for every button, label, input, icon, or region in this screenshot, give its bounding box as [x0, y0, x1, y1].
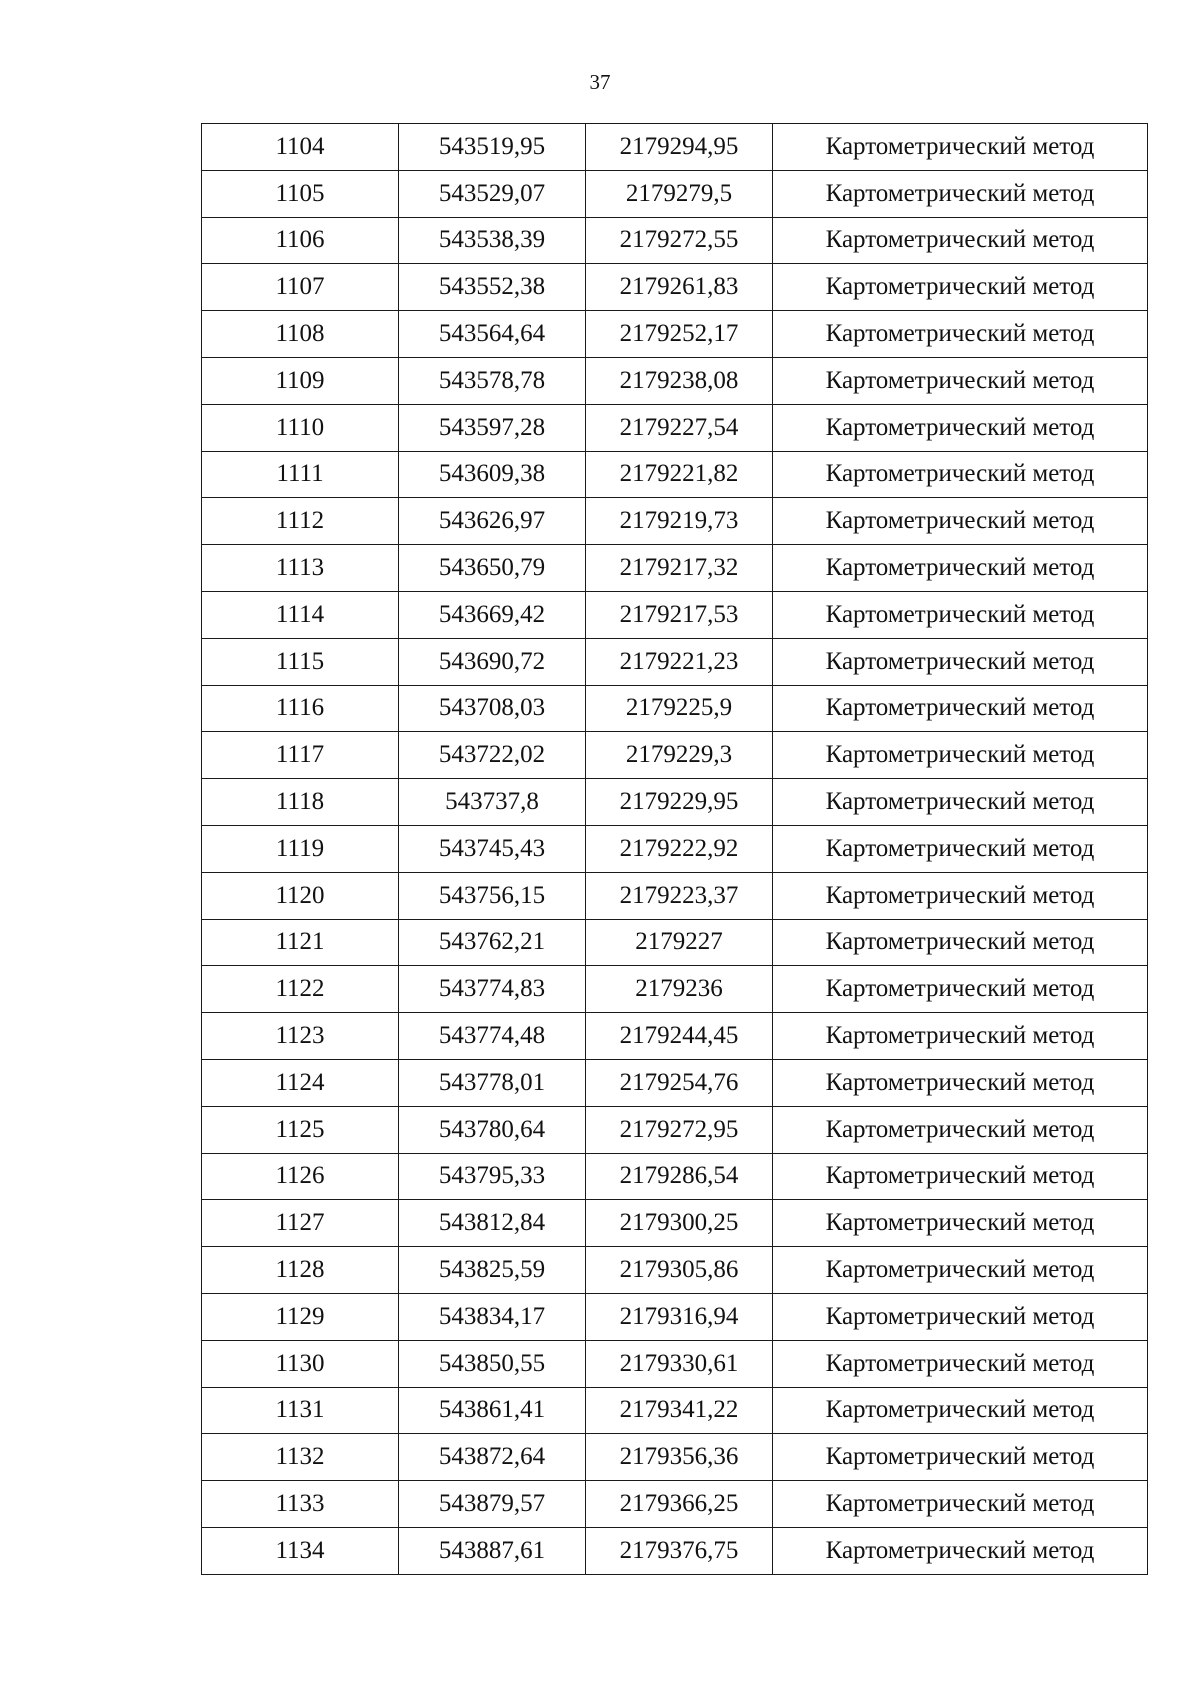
method-cell: Картометрический метод [773, 404, 1148, 451]
point-number-cell: 1125 [202, 1106, 399, 1153]
table-row [202, 1293, 1148, 1340]
x-coordinate-cell: 543812,84 [399, 1200, 586, 1247]
table-row [202, 451, 1148, 498]
table-row [202, 1434, 1148, 1481]
x-coordinate-cell: 543669,42 [399, 591, 586, 638]
x-coordinate-cell: 543578,78 [399, 357, 586, 404]
table-row [202, 779, 1148, 826]
method-cell: Картометрический метод [773, 638, 1148, 685]
y-coordinate-cell: 2179217,53 [586, 591, 773, 638]
table-row [202, 1200, 1148, 1247]
y-coordinate-cell: 2179305,86 [586, 1247, 773, 1294]
table-row [202, 685, 1148, 732]
y-coordinate-cell: 2179286,54 [586, 1153, 773, 1200]
method-cell: Картометрический метод [773, 591, 1148, 638]
point-number-cell: 1113 [202, 545, 399, 592]
table-row [202, 1247, 1148, 1294]
table-row [202, 311, 1148, 358]
method-cell: Картометрический метод [773, 217, 1148, 264]
x-coordinate-cell: 543774,83 [399, 966, 586, 1013]
y-coordinate-cell: 2179225,9 [586, 685, 773, 732]
point-number-cell: 1107 [202, 264, 399, 311]
point-number-cell: 1110 [202, 404, 399, 451]
table-row [202, 217, 1148, 264]
y-coordinate-cell: 2179221,23 [586, 638, 773, 685]
table-row [202, 919, 1148, 966]
method-cell: Картометрический метод [773, 779, 1148, 826]
x-coordinate-cell: 543650,79 [399, 545, 586, 592]
point-number-cell: 1128 [202, 1247, 399, 1294]
point-number-cell: 1126 [202, 1153, 399, 1200]
point-number-cell: 1111 [202, 451, 399, 498]
x-coordinate-cell: 543778,01 [399, 1059, 586, 1106]
method-cell: Картометрический метод [773, 685, 1148, 732]
table-row [202, 732, 1148, 779]
method-cell: Картометрический метод [773, 732, 1148, 779]
x-coordinate-cell: 543722,02 [399, 732, 586, 779]
method-cell: Картометрический метод [773, 451, 1148, 498]
method-cell: Картометрический метод [773, 498, 1148, 545]
y-coordinate-cell: 2179330,61 [586, 1340, 773, 1387]
table-row [202, 1153, 1148, 1200]
method-cell: Картометрический метод [773, 825, 1148, 872]
method-cell: Картометрический метод [773, 170, 1148, 217]
y-coordinate-cell: 2179227 [586, 919, 773, 966]
table-row [202, 872, 1148, 919]
coordinates-table-body [202, 124, 1148, 1575]
table-row [202, 1527, 1148, 1574]
y-coordinate-cell: 2179316,94 [586, 1293, 773, 1340]
method-cell: Картометрический метод [773, 545, 1148, 592]
point-number-cell: 1114 [202, 591, 399, 638]
y-coordinate-cell: 2179366,25 [586, 1481, 773, 1528]
table-row [202, 264, 1148, 311]
x-coordinate-cell: 543626,97 [399, 498, 586, 545]
y-coordinate-cell: 2179222,92 [586, 825, 773, 872]
method-cell: Картометрический метод [773, 311, 1148, 358]
y-coordinate-cell: 2179294,95 [586, 124, 773, 171]
x-coordinate-cell: 543690,72 [399, 638, 586, 685]
method-cell: Картометрический метод [773, 1434, 1148, 1481]
point-number-cell: 1118 [202, 779, 399, 826]
y-coordinate-cell: 2179236 [586, 966, 773, 1013]
point-number-cell: 1130 [202, 1340, 399, 1387]
table-row [202, 1013, 1148, 1060]
method-cell: Картометрический метод [773, 1481, 1148, 1528]
point-number-cell: 1115 [202, 638, 399, 685]
y-coordinate-cell: 2179272,95 [586, 1106, 773, 1153]
table-row [202, 1106, 1148, 1153]
x-coordinate-cell: 543762,21 [399, 919, 586, 966]
x-coordinate-cell: 543538,39 [399, 217, 586, 264]
x-coordinate-cell: 543795,33 [399, 1153, 586, 1200]
y-coordinate-cell: 2179229,95 [586, 779, 773, 826]
method-cell: Картометрический метод [773, 1340, 1148, 1387]
y-coordinate-cell: 2179254,76 [586, 1059, 773, 1106]
point-number-cell: 1133 [202, 1481, 399, 1528]
method-cell: Картометрический метод [773, 264, 1148, 311]
table-row [202, 498, 1148, 545]
x-coordinate-cell: 543774,48 [399, 1013, 586, 1060]
x-coordinate-cell: 543597,28 [399, 404, 586, 451]
table-row [202, 357, 1148, 404]
x-coordinate-cell: 543834,17 [399, 1293, 586, 1340]
table-row [202, 825, 1148, 872]
y-coordinate-cell: 2179341,22 [586, 1387, 773, 1434]
table-row [202, 404, 1148, 451]
y-coordinate-cell: 2179252,17 [586, 311, 773, 358]
x-coordinate-cell: 543519,95 [399, 124, 586, 171]
point-number-cell: 1105 [202, 170, 399, 217]
x-coordinate-cell: 543887,61 [399, 1527, 586, 1574]
page-number: 37 [589, 70, 611, 94]
table-row [202, 1387, 1148, 1434]
point-number-cell: 1132 [202, 1434, 399, 1481]
point-number-cell: 1124 [202, 1059, 399, 1106]
method-cell: Картометрический метод [773, 1200, 1148, 1247]
point-number-cell: 1112 [202, 498, 399, 545]
point-number-cell: 1119 [202, 825, 399, 872]
table-row [202, 545, 1148, 592]
x-coordinate-cell: 543737,8 [399, 779, 586, 826]
point-number-cell: 1121 [202, 919, 399, 966]
method-cell: Картометрический метод [773, 124, 1148, 171]
x-coordinate-cell: 543564,64 [399, 311, 586, 358]
y-coordinate-cell: 2179219,73 [586, 498, 773, 545]
table-row [202, 966, 1148, 1013]
point-number-cell: 1109 [202, 357, 399, 404]
table-row [202, 124, 1148, 171]
method-cell: Картометрический метод [773, 1153, 1148, 1200]
table-row [202, 170, 1148, 217]
point-number-cell: 1108 [202, 311, 399, 358]
point-number-cell: 1116 [202, 685, 399, 732]
method-cell: Картометрический метод [773, 1527, 1148, 1574]
x-coordinate-cell: 543825,59 [399, 1247, 586, 1294]
x-coordinate-cell: 543609,38 [399, 451, 586, 498]
y-coordinate-cell: 2179376,75 [586, 1527, 773, 1574]
y-coordinate-cell: 2179221,82 [586, 451, 773, 498]
x-coordinate-cell: 543879,57 [399, 1481, 586, 1528]
method-cell: Картометрический метод [773, 1013, 1148, 1060]
y-coordinate-cell: 2179244,45 [586, 1013, 773, 1060]
method-cell: Картометрический метод [773, 919, 1148, 966]
table-row [202, 1059, 1148, 1106]
point-number-cell: 1106 [202, 217, 399, 264]
y-coordinate-cell: 2179229,3 [586, 732, 773, 779]
x-coordinate-cell: 543529,07 [399, 170, 586, 217]
table-row [202, 591, 1148, 638]
point-number-cell: 1122 [202, 966, 399, 1013]
y-coordinate-cell: 2179227,54 [586, 404, 773, 451]
method-cell: Картометрический метод [773, 1387, 1148, 1434]
y-coordinate-cell: 2179279,5 [586, 170, 773, 217]
point-number-cell: 1134 [202, 1527, 399, 1574]
y-coordinate-cell: 2179217,32 [586, 545, 773, 592]
point-number-cell: 1123 [202, 1013, 399, 1060]
x-coordinate-cell: 543745,43 [399, 825, 586, 872]
point-number-cell: 1129 [202, 1293, 399, 1340]
y-coordinate-cell: 2179261,83 [586, 264, 773, 311]
table-row [202, 638, 1148, 685]
point-number-cell: 1104 [202, 124, 399, 171]
x-coordinate-cell: 543872,64 [399, 1434, 586, 1481]
point-number-cell: 1120 [202, 872, 399, 919]
method-cell: Картометрический метод [773, 1106, 1148, 1153]
x-coordinate-cell: 543861,41 [399, 1387, 586, 1434]
y-coordinate-cell: 2179238,08 [586, 357, 773, 404]
method-cell: Картометрический метод [773, 966, 1148, 1013]
point-number-cell: 1117 [202, 732, 399, 779]
point-number-cell: 1127 [202, 1200, 399, 1247]
point-number-cell: 1131 [202, 1387, 399, 1434]
x-coordinate-cell: 543756,15 [399, 872, 586, 919]
y-coordinate-cell: 2179356,36 [586, 1434, 773, 1481]
x-coordinate-cell: 543780,64 [399, 1106, 586, 1153]
x-coordinate-cell: 543552,38 [399, 264, 586, 311]
method-cell: Картометрический метод [773, 1293, 1148, 1340]
x-coordinate-cell: 543850,55 [399, 1340, 586, 1387]
method-cell: Картометрический метод [773, 872, 1148, 919]
y-coordinate-cell: 2179272,55 [586, 217, 773, 264]
x-coordinate-cell: 543708,03 [399, 685, 586, 732]
table-row [202, 1481, 1148, 1528]
y-coordinate-cell: 2179223,37 [586, 872, 773, 919]
method-cell: Картометрический метод [773, 1059, 1148, 1106]
coordinates-table [201, 123, 1148, 1575]
method-cell: Картометрический метод [773, 357, 1148, 404]
table-row [202, 1340, 1148, 1387]
method-cell: Картометрический метод [773, 1247, 1148, 1294]
y-coordinate-cell: 2179300,25 [586, 1200, 773, 1247]
